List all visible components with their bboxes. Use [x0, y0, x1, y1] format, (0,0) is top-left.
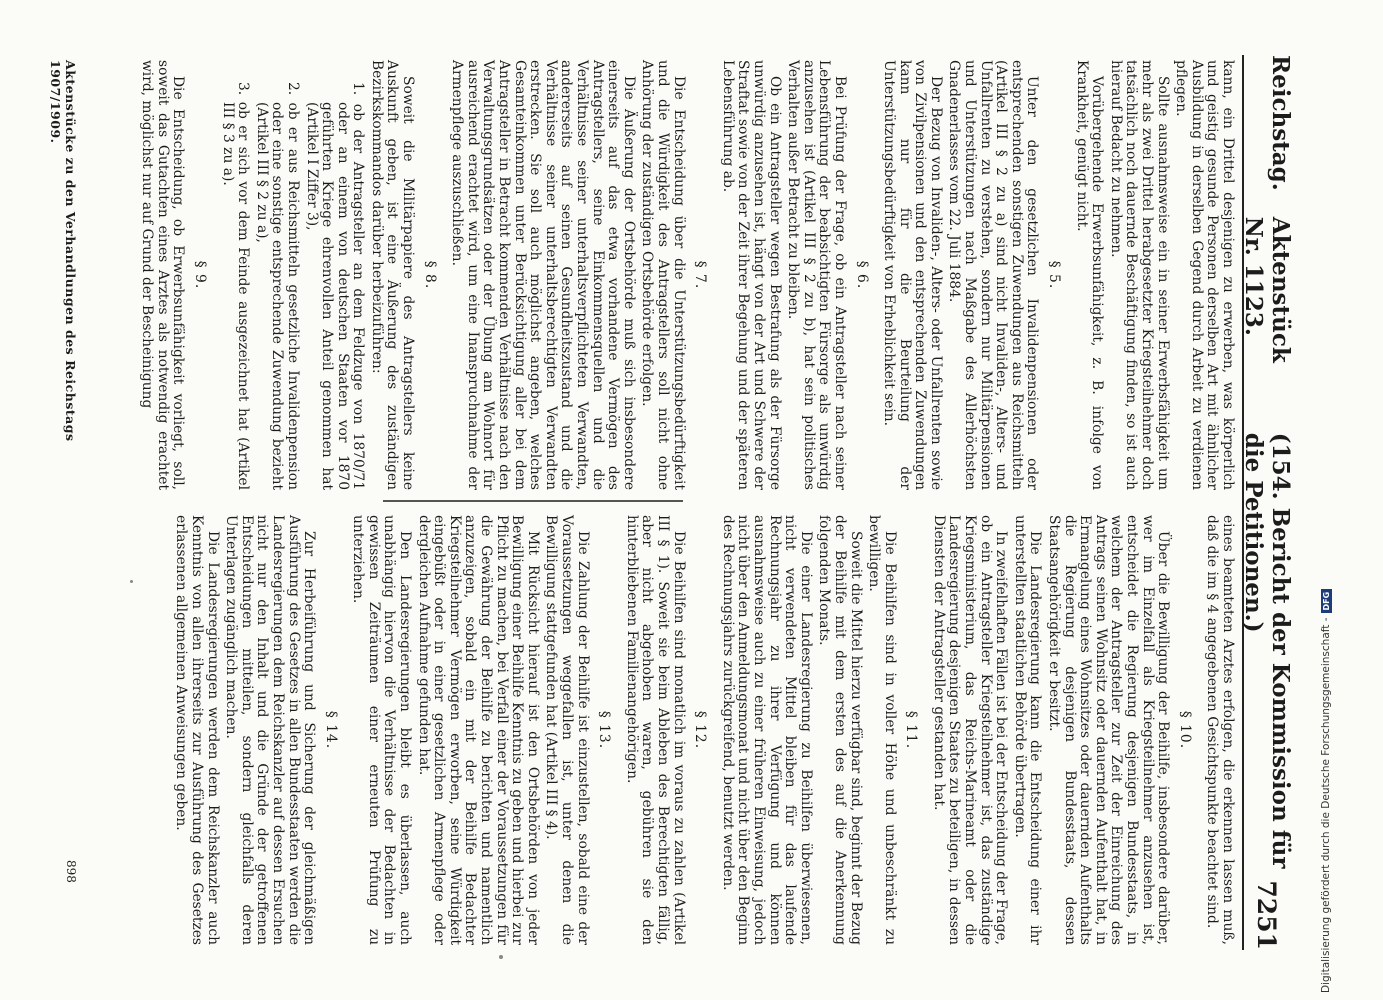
scan-speck: [499, 955, 503, 959]
paragraph: Bei Prüfung der Frage, ob ein Antragsteller nach seiner Lebensführung der beabsichtigten Fürsorge als unwürdig anzusehen ist (Artikel III § 2 zu b), hat sein politisches Verhalten außer Betracht zu bleiben.: [785, 60, 848, 490]
paragraph: Soweit die Militärpapiere des Antragstellers keine Auskunft geben, ist eine Äußerung des zuständigen Bezirkskommandos darüber herbeizuführen:: [368, 60, 417, 490]
paragraph: Vorübergehende Erwerbsunfähigkeit, z. B. infolge von Krankheit, genügt nicht.: [1073, 60, 1106, 490]
scan-speck: [130, 580, 133, 583]
section-heading: § 14.: [322, 710, 339, 750]
paragraph: Die Beihilfen sind monatlich im voraus zu zahlen (Artikel III § 1). Soweit sie beim Ableben des Berechtigten fällig, aber nicht abgehoben waren, gebühren sie den hinterbliebenen Familienangehörigen.: [623, 515, 687, 945]
paragraph: Die Zahlung der Beihilfe ist einzustellen, sobald eine der Voraussetzungen weggefallen ist, unter denen die Bewilligung stattgefunden hat (Artikel III § 4).: [543, 515, 591, 945]
header-document-number: Aktenstück Nr. 1123.: [1240, 216, 1294, 363]
paragraph: Zur Herbeiführung und Sicherung der gleichmäßigen Ausführung des Gesetzes in allen Bundesstaaten werden die Landesregierungen dem Reichskanzler auf dessen Ersuchen nicht nur den Inhalt und die Gründe der getroffenen Entscheidungen mitteilen, sondern gleichfalls deren Unterlagen zugänglich machen.: [223, 515, 318, 945]
paragraph: Die Äußerung der Ortsbehörde muß sich insbesondere einerseits auf das etwa vorhandene Vermögen des Antragstellers, seine Einkommensquellen und die Verhältnisse seiner unterhaltsverpflichteten Verwandten, andererseits auf seinen Gesundheitszustand und die Verhältnisse seiner unterhaltsberechtigten Verwandten erstrecken. Sie soll auch möglichst angeben, welches Gesamteinkommen unter Berücksichtigung aller bei dem Antragsteller in Betracht kommenden Verhältnisse nach den Verwaltungsgrundsätzen oder der Übung am Wohnort für ausreichend erachtet wird, um eine Inanspruchnahme der Armenpflege auszuschließen.: [449, 60, 637, 490]
page-header: [1240, 55, 1294, 950]
paragraph: eines beamteten Arztes erfolgen, die erkennen lassen muß, daß die im § 4 angegebenen Gesichtspunkte beachtet sind.: [1204, 515, 1236, 945]
paragraph: Die Entscheidung, ob Erwerbsunfähigkeit vorliegt, soll, soweit das Gutachten eines Arztes als notwendig erachtet wird, möglichst nur auf Grund der Bescheinigung: [139, 60, 187, 490]
section-heading: § 5.: [1046, 260, 1063, 290]
list-item: 1. ob der Antragsteller an dem Feldzuge von 1870/71 oder an einem von deutschen Staaten vor 1870 geführten Kriege ehrenvollen Anteil genommen hat (Artikel I Ziffer 3),: [303, 82, 367, 490]
section-heading: § 7.: [692, 260, 709, 290]
section-heading: § 6.: [853, 260, 870, 290]
paragraph: Über die Bewilligung der Beihilfe, insbesondere darüber, wer im Einzelfall als Kriegsteilnehmer anzusehen ist, entscheidet die Regierung desjenigen Bundesstaats, in welchem der Antragsteller zur Zeit der Einreichung des Antrags seinen Wohnsitz oder dauernden Aufenthalt hat, in Ermangelung eines Wohnsitzes oder dauernden Aufenthalts die Regierung desjenigen Bundesstaats, dessen Staatsangehörigkeit er besitzt.: [1046, 515, 1172, 945]
paragraph: Die Landesregierungen werden dem Reichskanzler auch Kenntnis von allen ihrerseits zur Ausführung des Gesetzes erlassenen allgemeinen Anweisungen geben.: [173, 515, 221, 945]
section-heading: § 12.: [692, 710, 709, 750]
page-number: 7251: [1252, 880, 1282, 950]
paragraph: kann, ein Drittel desjenigen zu erwerben, was körperlich und geistig gesunde Personen derselben Art mit ähnlicher Ausbildung in derselben Gegend durch Arbeit zu verdienen pflegen.: [1173, 60, 1236, 490]
paragraph: Sollte ausnahmsweise ein in seiner Erwerbsfähigkeit um mehr als zwei Drittel herabgesetzter Kriegsteilnehmer doch tatsächlich noch dauernde Beschäftigung finden, so ist auch hierauf Bedacht zu nehmen.: [1107, 60, 1171, 490]
section-heading: § 9.: [191, 260, 208, 290]
section-heading: § 10.: [1176, 710, 1193, 750]
paragraph: Ob ein Antragsteller wegen Bestrafung als der Fürsorge unwürdig anzusehen ist, hängt von der Art und Schwere der Straftat sowie von der Zeit ihrer Begehung und der späteren Lebensführung ab.: [719, 60, 783, 490]
paragraph: Unter den gesetzlichen Invalidenpensionen oder entsprechenden sonstigen Zuwendungen aus Reichsmitteln (Artikel III § 2 zu a) sind nicht Invaliden-, Alters- und Unfallrenten zu verstehen, sondern nur Militärpensionen und Unterstützungen nach Maßgabe des Allerhöchsten Gnadenerlasses vom 22. Juli 1884.: [946, 60, 1041, 490]
attribution-text: Digitalisierung gefördert durch die Deutsche Forschungsgemeinschaft -: [1320, 617, 1332, 993]
list-item: 2. ob er aus Reichsmitteln gesetzliche Invalidenpension oder eine sonstige entsprechende Zuwendung bezieht (Artikel III § 2 zu a),: [253, 82, 301, 490]
section-heading: § 13.: [596, 710, 613, 750]
paragraph: Die Landesregierung kann die Entscheidung einer ihr unterstellten staatlichen Behörde übertragen.: [1011, 515, 1044, 945]
sheet-number: 898: [64, 860, 78, 883]
column-divider: [383, 500, 683, 502]
page-footer: Aktenstücke zu den Verhandlungen des Reichstags 1907/1909.: [48, 60, 78, 442]
left-column: [90, 60, 1235, 490]
paragraph: Die Entscheidung über die Unterstützungsbedürftigkeit und die Würdigkeit des Antragstellers soll nicht ohne Anhörung der zuständigen Ortsbehörde erfolgen.: [639, 60, 687, 490]
numbered-list: [219, 82, 365, 490]
section-heading: § 8.: [421, 260, 438, 290]
paragraph: Mit Rücksicht hierauf ist den Ortsbehörden von jeder Bewilligung einer Beihilfe Kenntnis zu geben und hierbei zur Pflicht zu machen, bei Verfall einer der Voraussetzungen für die Gewährung der Beihilfe zu berichten und namentlich anzuzeigen, sobald ein mit der Beihilfe Bedachter Kriegsteilnehmer Vermögen erworben, seine Würdigkeit eingebüßt oder in einer gesetzlichen Armenpflege oder dergleichen Aufnahme gefunden hat.: [415, 515, 541, 945]
section-heading: § 11.: [903, 710, 920, 750]
paragraph: Der Bezug von Invaliden-, Alters- oder Unfallrenten sowie von Zivilpensionen und den entsprechenden Zuwendungen kann nur für die Beurteilung der Unterstützungsbedürftigkeit von Erheblichkeit sein.: [881, 60, 944, 490]
digitization-attribution: [1320, 589, 1332, 993]
paragraph: Die Beihilfen sind in voller Höhe und unbeschränkt zu bewilligen.: [866, 515, 898, 945]
right-column: [155, 515, 1235, 945]
header-reichstag: Reichstag.: [1267, 55, 1294, 191]
paragraph: Soweit die Mittel hierzu verfügbar sind, beginnt der Bezug der Beihilfe mit dem ersten des auf die Anerkennung folgenden Monats.: [816, 515, 864, 945]
header-report-title: (154. Bericht der Kommission für die Petitionen.): [1240, 432, 1294, 869]
list-item: 3. ob er sich vor dem Feinde ausgezeichnet hat (Artikel III § 3 zu a).: [219, 82, 252, 490]
paragraph: In zweifelhaften Fällen ist bei der Entscheidung der Frage, ob ein Antragsteller Kriegsteilnehmer ist, das zuständige Kriegsministerium, das Reichs-Marineamt oder die Landesregierung desjenigen Staates zu beteiligen, in dessen Diensten der Antragsteller gestanden hat.: [930, 515, 1010, 945]
paragraph: Die einer Landesregierung zu Beihilfen überwiesenen, nicht verwendeten Mittel bleiben für das laufende Rechnungsjahr zu ihrer Verfügung und können ausnahmsweise auch zu einer früheren Einweisung, jedoch nicht über den Anmeldungsmonat und nicht über den Beginn des Rechnungsjahrs zurückgreifend, benutzt werden.: [719, 515, 814, 945]
dfg-logo: DFG: [1321, 589, 1332, 614]
paragraph: Den Landesregierungen bleibt es überlassen, auch unabhängig hiervon die Verhältnisse der Bedachten in gewissen Zeiträumen einer erneuten Prüfung zu unterziehen.: [350, 515, 414, 945]
